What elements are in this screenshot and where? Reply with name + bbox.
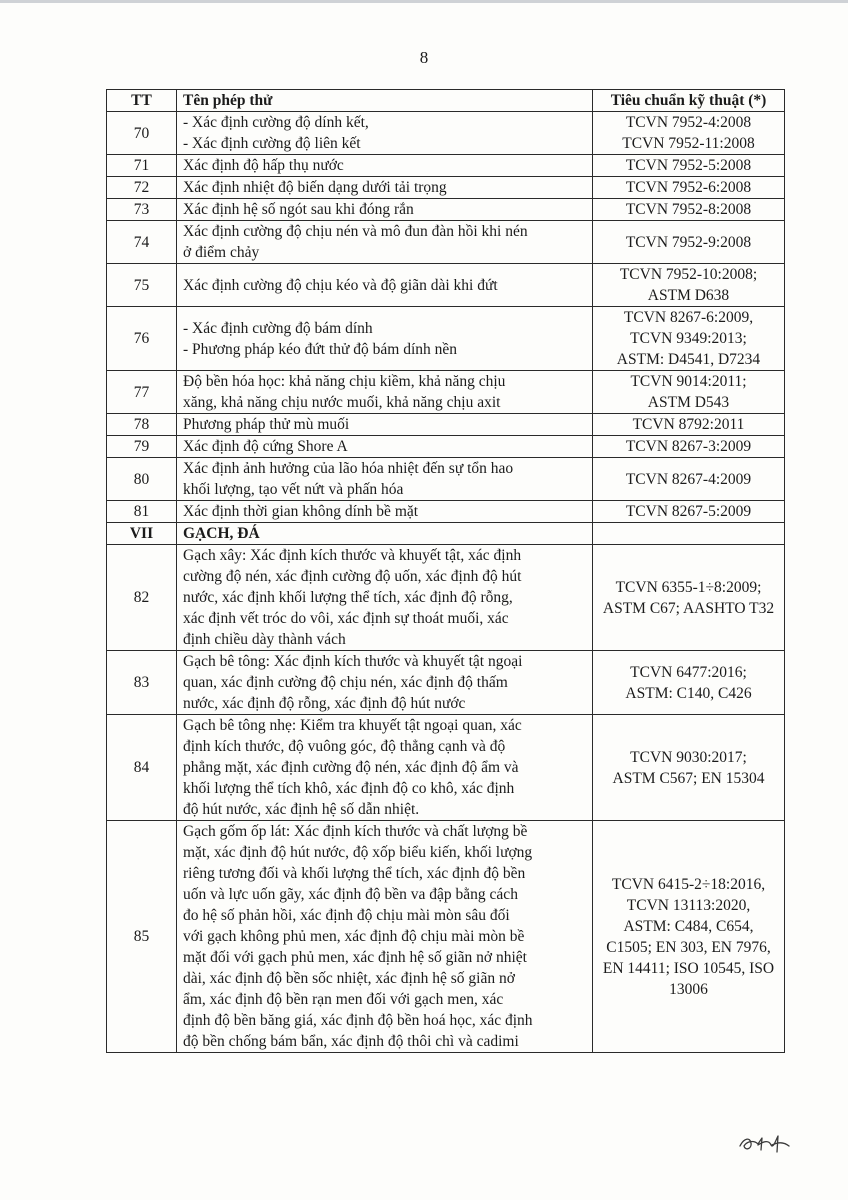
test-name-line: ở điểm chảy — [183, 244, 260, 261]
test-name-line: đo hệ số phản hồi, xác định độ chịu mài mòn sâu đối — [183, 907, 510, 924]
test-name-line: xăng, khả năng chịu nước muối, khả năng chịu axit — [183, 394, 501, 411]
standard-cell — [593, 501, 785, 523]
row-number: 72 — [107, 177, 177, 199]
standard-line: TCVN 8267-5:2009 — [625, 503, 752, 520]
standard-cell — [593, 199, 785, 221]
section-row — [107, 523, 785, 545]
standard-cell — [593, 264, 785, 307]
test-name-line: xác định vết tróc do vôi, xác định sự thoát muối, xác — [183, 610, 509, 627]
table-row — [107, 651, 785, 715]
row-number: 71 — [107, 155, 177, 177]
test-name-line: - Phương pháp kéo đứt thử độ bám dính nền — [183, 340, 458, 358]
handwritten-signature — [736, 1128, 792, 1158]
row-number: 84 — [107, 715, 177, 821]
test-name-line: Độ bền hóa học: khả năng chịu kiềm, khả năng chịu — [183, 373, 506, 390]
row-number: 82 — [107, 545, 177, 651]
table-row — [107, 545, 785, 651]
standard-line: TCVN 9014:2011; — [630, 373, 747, 390]
row-number: 77 — [107, 371, 177, 414]
table-row — [107, 221, 785, 264]
standard-line: ASTM: D4541, D7234 — [616, 351, 761, 368]
test-name — [177, 436, 593, 458]
test-name-line: GẠCH, ĐÁ — [183, 525, 260, 542]
test-name-line: Xác định thời gian không dính bề mặt — [183, 503, 419, 520]
table-row — [107, 307, 785, 371]
test-name-line: ẩm, xác định độ bền rạn men đối với gạch men, xác — [183, 991, 504, 1008]
test-name-line: Xác định độ hấp thụ nước — [183, 157, 344, 174]
table-row — [107, 264, 785, 307]
test-name-line: Xác định hệ số ngót sau khi đóng rắn — [183, 201, 414, 218]
row-number: 76 — [107, 307, 177, 371]
standard-line: TCVN 8267-3:2009 — [625, 438, 752, 455]
standard-cell — [593, 414, 785, 436]
test-name-line: Gạch gốm ốp lát: Xác định kích thước và chất lượng bề — [183, 823, 528, 840]
test-name-line: - Xác định cường độ bám dính — [183, 319, 373, 337]
test-name-line: Xác định nhiệt độ biến dạng dưới tải trọng — [183, 179, 447, 196]
row-number: 70 — [107, 112, 177, 155]
test-name-line: uốn và lực uốn gãy, xác định độ bền va đập bằng cách — [183, 886, 518, 903]
row-number: 74 — [107, 221, 177, 264]
test-name-line: riêng tương đối và khối lượng thể tích, xác định độ bền — [183, 865, 526, 882]
standard-line: ASTM: C140, C426 — [625, 684, 752, 702]
standard-line: EN 14411; ISO 10545, ISO — [602, 959, 775, 977]
test-name — [177, 414, 593, 436]
row-number: 81 — [107, 501, 177, 523]
test-name-line: định độ bền băng giá, xác định độ bền hoá học, xác định — [183, 1012, 533, 1029]
standard-line: TCVN 7952-9:2008 — [625, 233, 752, 251]
header-tt: TT — [107, 90, 177, 112]
table-header-row — [107, 90, 785, 112]
table-row — [107, 821, 785, 1053]
standard-line: TCVN 6415-2÷18:2016, — [611, 875, 766, 893]
table-row — [107, 414, 785, 436]
table-row — [107, 177, 785, 199]
page-number: 8 — [419, 48, 429, 67]
test-name — [177, 221, 593, 264]
row-number: 78 — [107, 414, 177, 436]
test-name-line: Xác định ảnh hưởng của lão hóa nhiệt đến sự tổn hao — [183, 460, 514, 477]
table-row — [107, 715, 785, 821]
standard-line: TCVN 13113:2020, — [626, 896, 751, 914]
page-top-edge — [0, 0, 848, 3]
standard-cell — [593, 458, 785, 501]
test-name — [177, 155, 593, 177]
test-name — [177, 177, 593, 199]
table-row — [107, 371, 785, 414]
test-name — [177, 821, 593, 1053]
test-name-line: mặt, xác định độ hút nước, độ xốp biểu kiến, khối lượng — [183, 844, 533, 861]
standard-line: 13006 — [669, 980, 708, 998]
test-name-line: dài, xác định độ bền sốc nhiệt, xác định hệ số giãn nở — [183, 970, 515, 987]
test-name-line: - Xác định cường độ dính kết, — [183, 114, 369, 131]
test-name-line: phẳng mặt, xác định cường độ nén, xác định độ ẩm và — [183, 759, 519, 776]
test-name-line: Gạch bê tông nhẹ: Kiểm tra khuyết tật ngoại quan, xác — [183, 717, 522, 734]
standard-line: TCVN 7952-10:2008; — [619, 266, 758, 283]
test-name-line: khối lượng, tạo vết nứt và phấn hóa — [183, 481, 404, 498]
test-name — [177, 371, 593, 414]
test-name-line: Gạch xây: Xác định kích thước và khuyết tật, xác định — [183, 547, 522, 564]
test-name — [177, 264, 593, 307]
standard-cell — [593, 715, 785, 821]
row-number: 75 — [107, 264, 177, 307]
test-name-line: định kích thước, độ vuông góc, độ thẳng cạnh và độ — [183, 738, 506, 755]
standard-line: TCVN 7952-5:2008 — [625, 157, 752, 174]
header-standard: Tiêu chuẩn kỹ thuật (*) — [593, 90, 785, 112]
standard-line: TCVN 8267-4:2009 — [625, 470, 752, 488]
test-name-line: Gạch bê tông: Xác định kích thước và khuyết tật ngoại — [183, 653, 523, 670]
test-name — [177, 199, 593, 221]
standard-cell — [593, 545, 785, 651]
test-name-line: Phương pháp thử mù muối — [183, 416, 350, 433]
row-number: 73 — [107, 199, 177, 221]
standard-line: TCVN 9030:2017; — [630, 748, 747, 766]
standard-line: TCVN 8267-6:2009, — [623, 309, 754, 326]
standard-cell — [593, 436, 785, 458]
standard-cell — [593, 523, 785, 545]
standard-line: ASTM D638 — [647, 287, 730, 304]
test-name-line: nước, xác định độ rỗng, xác định độ hút nước — [183, 695, 466, 712]
standard-line: TCVN 6355-1÷8:2009; — [615, 578, 762, 596]
row-number: 85 — [107, 821, 177, 1053]
standard-cell — [593, 371, 785, 414]
standard-line: TCVN 9349:2013; — [630, 330, 747, 347]
test-name — [177, 651, 593, 715]
standard-line: ASTM: C484, C654, — [623, 917, 754, 935]
test-name-line: độ hút nước, xác định hệ số dẫn nhiệt. — [183, 801, 420, 818]
standard-cell — [593, 651, 785, 715]
row-number: 80 — [107, 458, 177, 501]
standard-cell — [593, 221, 785, 264]
standard-line: TCVN 7952-4:2008 — [625, 114, 752, 131]
test-name-line: Xác định cường độ chịu kéo và độ giãn dài khi đứt — [183, 276, 498, 294]
test-name-line: mặt đối với gạch phủ men, xác định hệ số giãn nở nhiệt — [183, 949, 527, 966]
test-name — [177, 545, 593, 651]
standard-line: ASTM D543 — [647, 394, 730, 411]
standard-cell — [593, 155, 785, 177]
test-name-line: quan, xác định cường độ chịu nén, xác định độ thấm — [183, 674, 508, 691]
test-name-line: nước, xác định khối lượng thể tích, xác định độ rỗng, — [183, 589, 513, 606]
test-name — [177, 715, 593, 821]
standard-line: TCVN 7952-11:2008 — [622, 135, 755, 152]
table-row — [107, 458, 785, 501]
standard-line: TCVN 6477:2016; — [630, 663, 747, 681]
test-name-line: Xác định cường độ chịu nén và mô đun đàn hồi khi nén — [183, 223, 528, 240]
test-name-line: khối lượng thể tích khô, xác định độ co khô, xác định — [183, 780, 515, 797]
standard-line: C1505; EN 303, EN 7976, — [606, 938, 771, 956]
standard-cell — [593, 821, 785, 1053]
row-number: VII — [107, 523, 177, 545]
table-row — [107, 436, 785, 458]
header-test-name: Tên phép thử — [177, 90, 593, 112]
test-name-line: - Xác định cường độ liên kết — [183, 135, 361, 152]
table-row — [107, 155, 785, 177]
test-name-line: độ bền chống bám bẩn, xác định độ thôi chì và cadimi — [183, 1033, 519, 1050]
table-row — [107, 501, 785, 523]
row-number: 79 — [107, 436, 177, 458]
test-name-line: cường độ nén, xác định cường độ uốn, xác định độ hút — [183, 568, 522, 585]
table-row — [107, 199, 785, 221]
standard-cell — [593, 177, 785, 199]
section-title — [177, 523, 593, 545]
test-standards-table — [106, 89, 785, 1053]
test-name-line: Xác định độ cứng Shore A — [183, 438, 348, 455]
test-name-line: định chiều dày thành vách — [183, 631, 346, 648]
test-name — [177, 458, 593, 501]
standard-line: TCVN 7952-6:2008 — [625, 179, 752, 196]
row-number: 83 — [107, 651, 177, 715]
test-name-line: với gạch không phủ men, xác định độ chịu mài mòn bề — [183, 928, 525, 945]
standard-cell — [593, 112, 785, 155]
table-row — [107, 112, 785, 155]
standard-line: TCVN 7952-8:2008 — [625, 201, 752, 218]
standard-line: ASTM C67; AASHTO T32 — [602, 599, 775, 617]
test-name — [177, 307, 593, 371]
test-name — [177, 112, 593, 155]
standard-cell — [593, 307, 785, 371]
standard-line: TCVN 8792:2011 — [632, 416, 745, 433]
test-name — [177, 501, 593, 523]
standard-line: ASTM C567; EN 15304 — [612, 769, 765, 787]
